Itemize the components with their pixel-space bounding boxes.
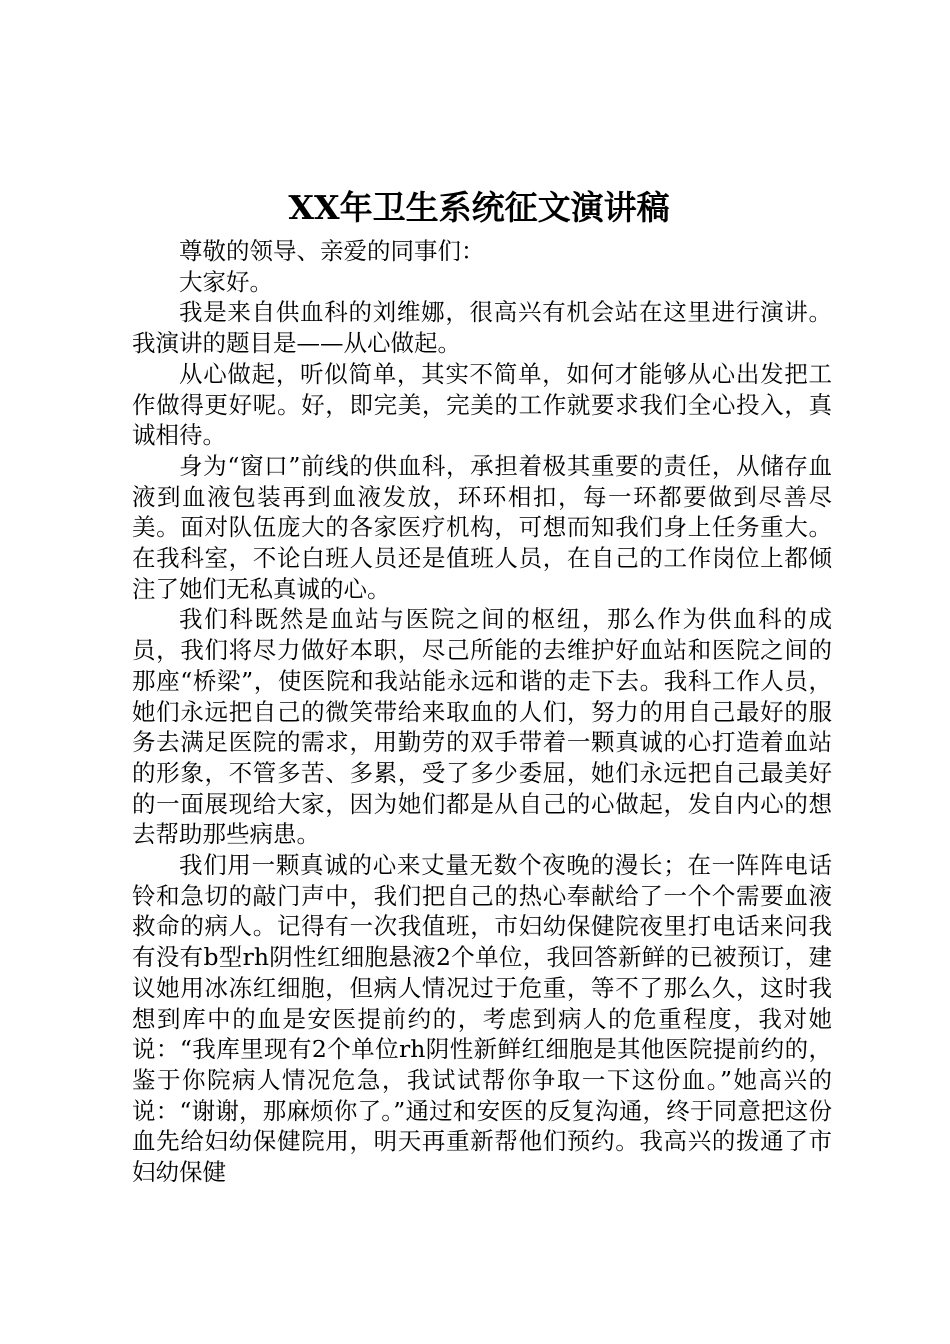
paragraph: 我们用一颗真诚的心来丈量无数个夜晚的漫长；在一阵阵电话铃和急切的敲门声中，我们把自己的热心奉献给了一个个需要血液救命的病人。记得有一次我值班，市妇幼保健院夜里打电话来问我有没有b型rh阴性红细胞悬液2个单位，我回答新鲜的已被预订，建议她用冰冻红细胞，但病人情况过于危重，等不了那么久，这时我想到库中的血是安医提前约的，考虑到病人的危重程度，我对她说：“我库里现有2个单位rh阴性新鲜红细胞是其他医院提前约的，鉴于你院病人情况危急，我试试帮你争取一下这份血。”她高兴的说：“谢谢，那麻烦你了。”通过和安医的反复沟通，终于同意把这份血先给妇幼保健院用，明天再重新帮他们预约。我高兴的拨通了市妇幼保健 [132,851,832,1187]
paragraph: 身为“窗口”前线的供血科，承担着极其重要的责任，从储存血液到血液包装再到血液发放，环环相扣，每一环都要做到尽善尽美。面对队伍庞大的各家医疗机构，可想而知我们身上任务重大。在我科室，不论白班人员还是值班人员，在自己的工作岗位上都倾注了她们无私真诚的心。 [132,451,832,603]
paragraph: 我们科既然是血站与医院之间的枢纽，那么作为供血科的成员，我们将尽力做好本职，尽己所能的去维护好血站和医院之间的那座“桥梁”，使医院和我站能永远和谐的走下去。我科工作人员，她们永远把自己的微笑带给来取血的人们，努力的用自己最好的服务去满足医院的需求，用勤劳的双手带着一颗真诚的心打造着血站的形象，不管多苦、多累，受了多少委屈，她们永远把自己最美好的一面展现给大家，因为她们都是从自己的心做起，发自内心的想去帮助那些病患。 [132,605,832,849]
paragraph: 我是来自供血科的刘维娜，很高兴有机会站在这里进行演讲。我演讲的题目是——从心做起。 [132,298,832,358]
document-title: XX年卫生系统征文演讲稿 [288,188,670,227]
paragraph-salutation: 尊敬的领导、亲爱的同事们： [179,237,485,265]
paragraph-greeting: 大家好。 [179,267,273,296]
paragraph: 从心做起，听似简单，其实不简单，如何才能够从心出发把工作做得更好呢。好，即完美，完美的工作就要求我们全心投入，真诚相待。 [132,359,832,450]
document-body [132,236,832,1188]
